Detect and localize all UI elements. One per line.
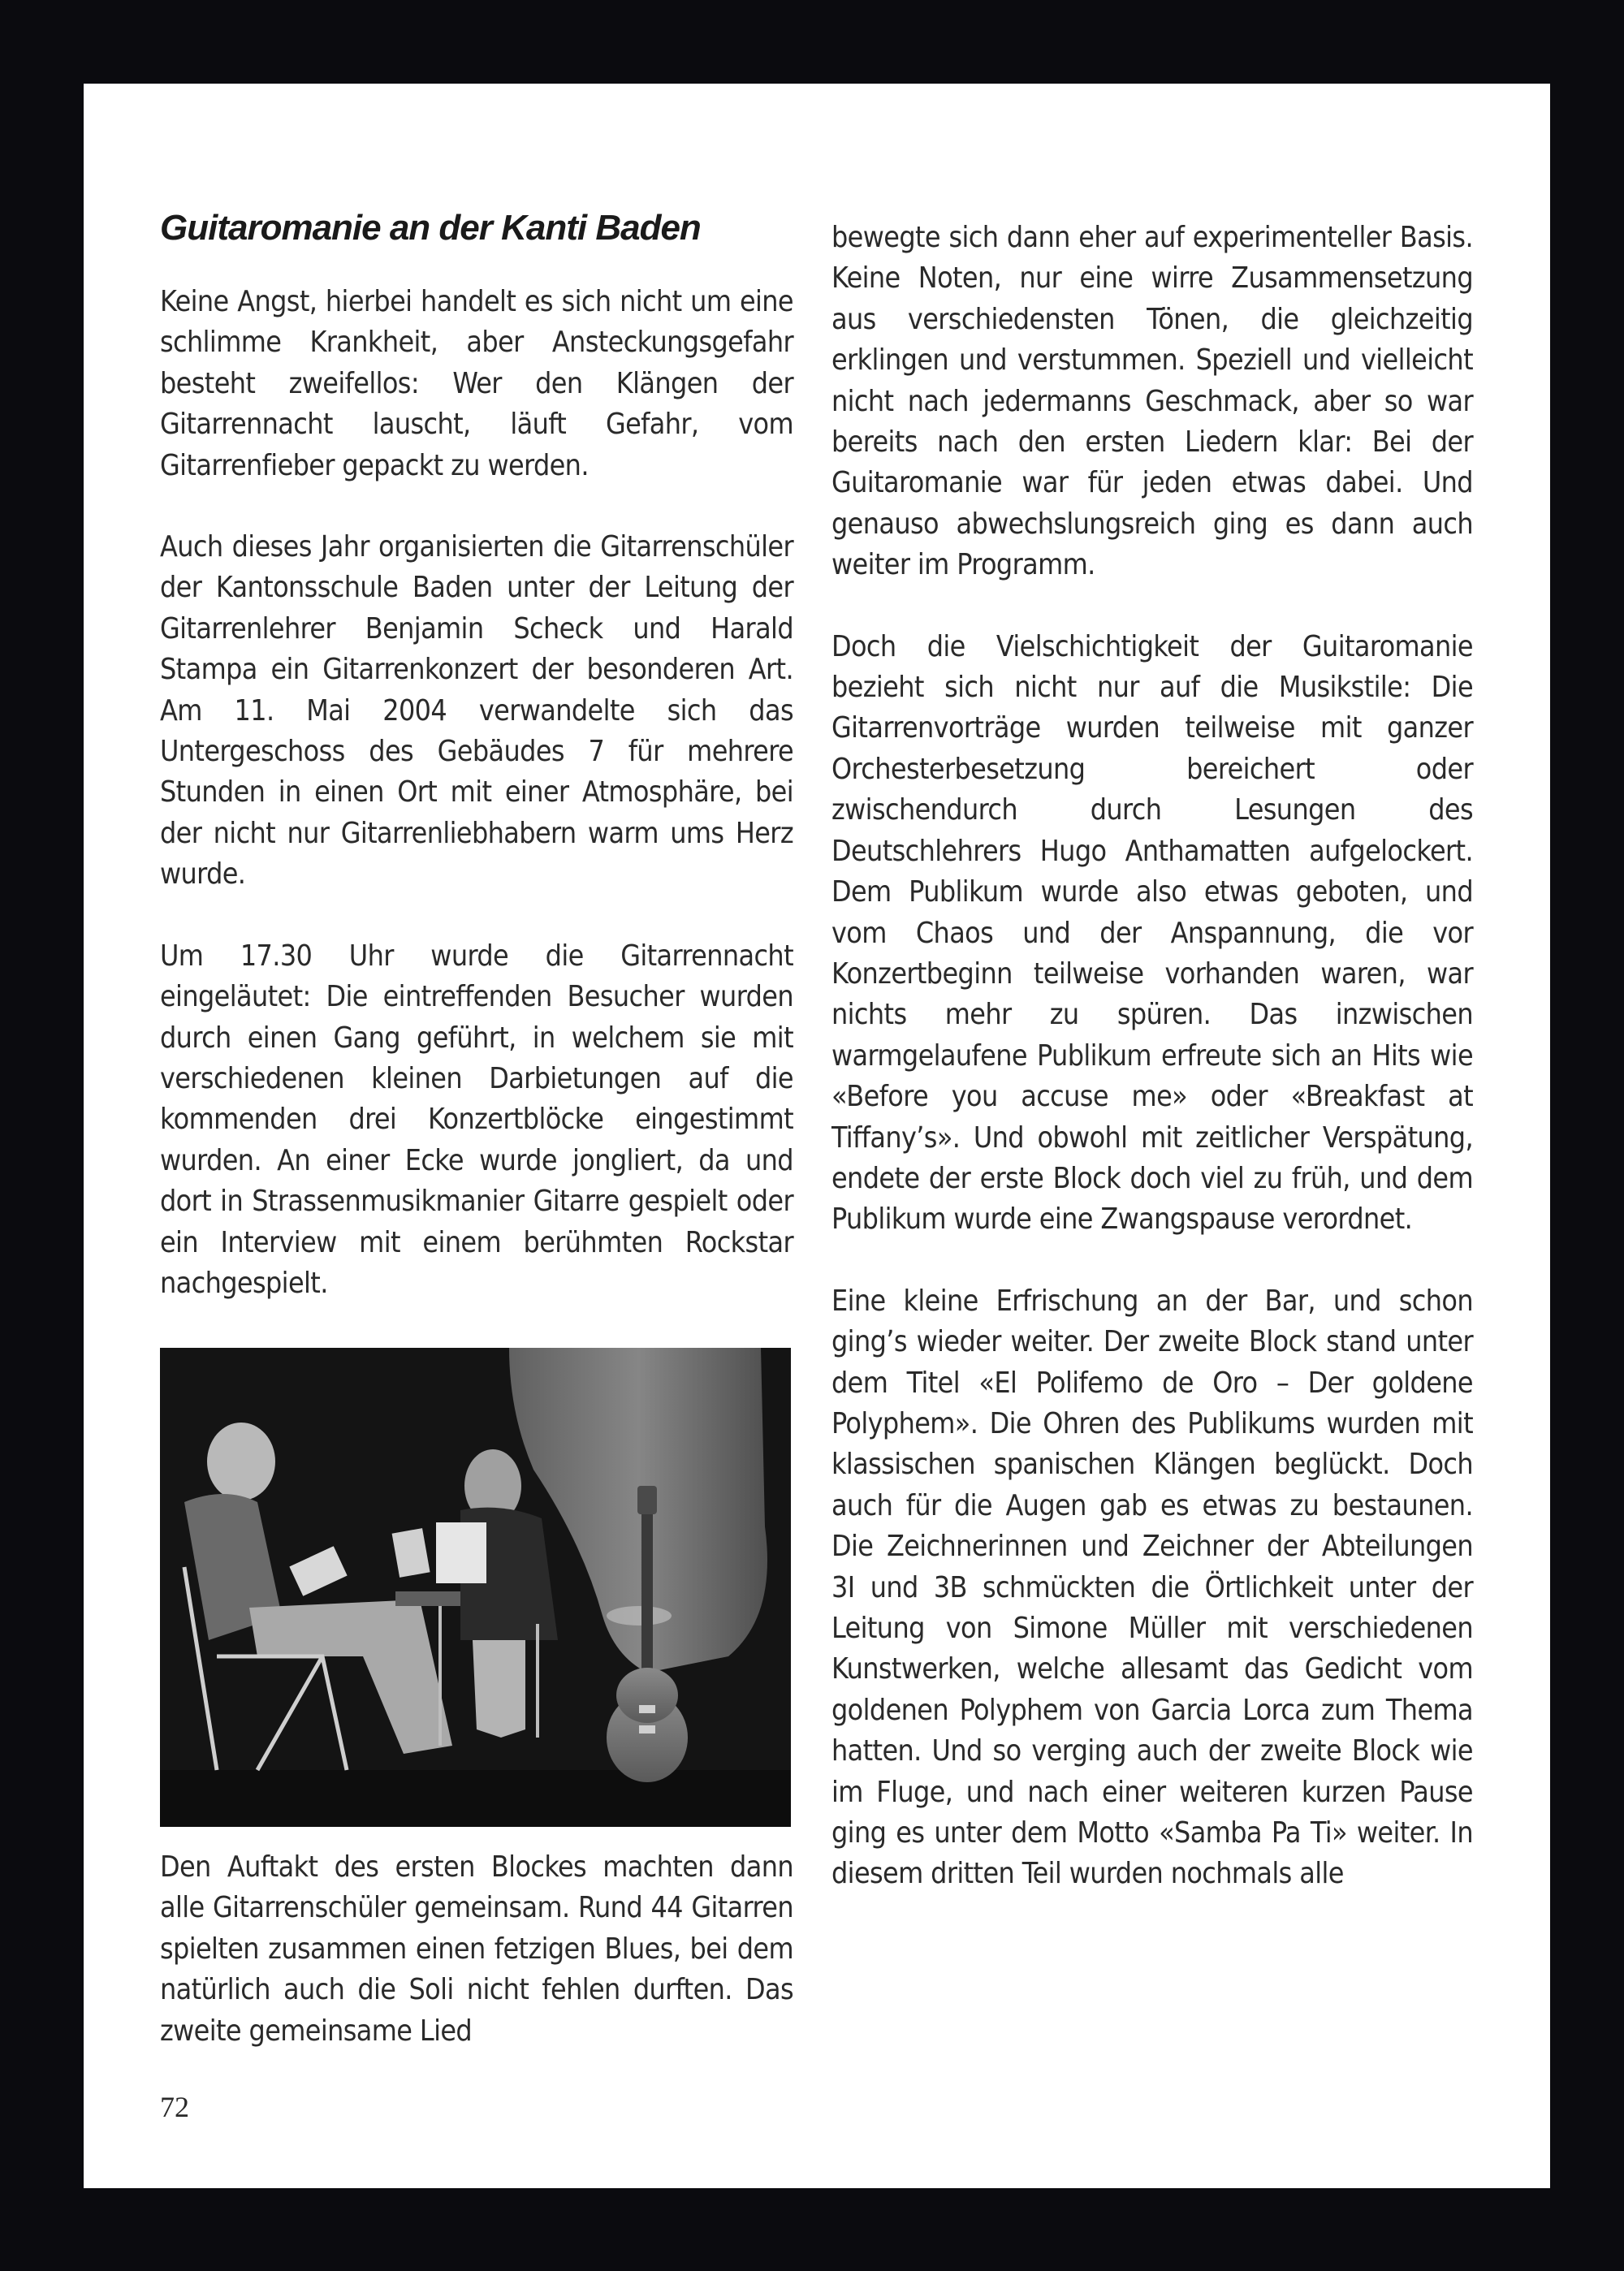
paragraph-first-block: Den Auftakt des ersten Blockes machten dann alle Gitarrenschüler gemeinsam. Rund 44 Gitarren spielten zusammen einen fetzigen Blues, bei dem natürlich auch die Soli nicht fehlen durften. Das zweite gemeinsame Lied — [160, 1850, 793, 2048]
photo-image — [160, 1348, 791, 1827]
paragraph-opening: Um 17.30 Uhr wurde die Gitarrennacht eingeläutet: Die eintreffenden Besucher wurden durch einen Gang geführt, in welchem sie mit verschiedenen kleinen Darbietungen auf die kommenden drei Konzertblöcke eingestimmt wurden. An einer Ecke wurde jongliert, da und dort in Strassenmusikmanier Gitarre gespielt oder ein Interview mit einem berühmten Rockstar nachgespielt. — [160, 939, 793, 1300]
document-page — [84, 84, 1550, 2188]
paragraph-intro: Keine Angst, hierbei handelt es sich nicht um eine schlimme Krankheit, aber Ansteckungsgefahr besteht zweifellos: Wer den Klängen der Gitarrennacht lauscht, läuft Gefahr, vom Gitarrenfieber gepackt zu werden. — [160, 285, 793, 482]
right-column — [831, 218, 1473, 1895]
paragraph-second-block: Eine kleine Erfrischung an der Bar, und schon ging’s wieder weiter. Der zweite Block stand unter dem Titel «El Polifemo de Oro – Der goldene Polyphem». Die Ohren des Publikums wurden mit klassischen spanischen Klängen beglückt. Doch auch für die Augen gab es etwas zu bestaunen. Die Zeichnerinnen und Zeichner der Abteilungen 3I und 3B schmückten die Örtlichkeit unter der Leitung von Simone Müller mit verschiedenen Kunstwerken, welche allesamt das Gedicht vom goldenen Polyphem von Garcia Lorca zum Thema hatten. Und so verging auch der zweite Block wie im Fluge, und nach einer weiteren kurzen Pause ging es unter dem Motto «Samba Pa Ti» weiter. In diesem dritten Teil wurden nochmals alle — [831, 1284, 1473, 1891]
paragraph-experimental: bewegte sich dann eher auf experimenteller Basis. Keine Noten, nur eine wirre Zusammensetzung aus verschiedensten Tönen, die gleichzeitig erklingen und verstummen. Speziell und vielleicht nicht nach jedermanns Geschmack, aber so war bereits nach den ersten Liedern klar: Bei der Guitaromanie war für jeden etwas dabei. Und genauso abwechslungsreich ging es dann auch weiter im Programm. — [831, 221, 1473, 582]
left-column-top — [160, 205, 793, 1304]
paragraph-organisation: Auch dieses Jahr organisierten die Gitarrenschüler der Kantonsschule Baden unter der Leitung der Gitarrenlehrer Benjamin Scheck und Harald Stampa ein Gitarrenkonzert der besonderen Art. Am 11. Mai 2004 verwandelte sich das Untergeschoss des Gebäudes 7 für mehrere Stunden in einen Ort mit einer Atmosphäre, bei der nicht nur Gitarrenliebhabern warm ums Herz wurde. — [160, 530, 793, 892]
paragraph-variety: Doch die Vielschichtigkeit der Guitaromanie bezieht sich nicht nur auf die Musikstile: Die Gitarrenvorträge wurden teilweise mit ganzer Orchesterbesetzung bereichert oder zwischendurch durch Lesungen des Deutschlehrers Hugo Anthamatten aufgelockert. Dem Publikum wurde also etwas geboten, und vom Chaos und der Anspannung, die vor Konzertbeginn teilweise vorhanden waren, war nichts mehr zu spüren. Das inzwischen warmgelaufene Publikum erfreute sich an Hits wie «Before you accuse me» oder «Breakfast at Tiffany’s». Und obwohl mit zeitlicher Verspätung, endete der erste Block doch viel zu früh, und dem Publikum wurde eine Zwangspause verordnet. — [831, 629, 1473, 1237]
concert-photo — [160, 1348, 791, 1827]
left-column-bottom — [160, 1847, 793, 2052]
article-title: Guitaromanie an der Kanti Baden — [160, 208, 701, 248]
page-number: 72 — [160, 2091, 189, 2123]
